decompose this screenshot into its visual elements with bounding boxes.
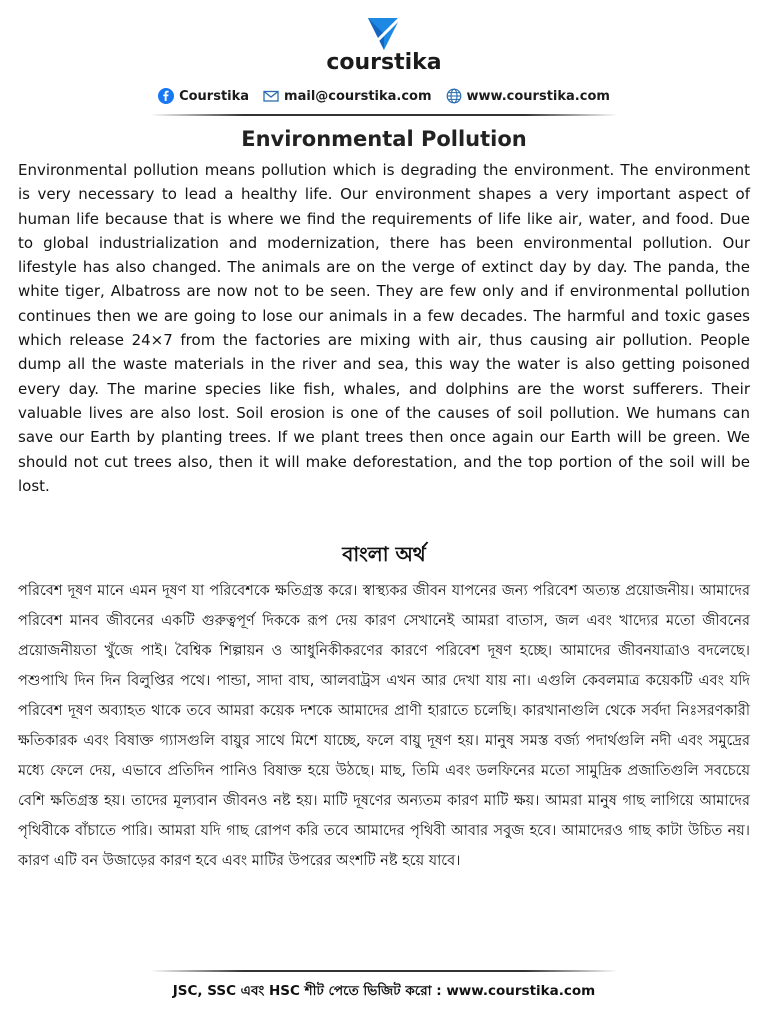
article-body: Environmental pollution means pollution which is degrading the environment. The environment is very necessary to lead a healthy life. Our environment shapes a very important aspect of human life because that is where we find the requirements of life like air, water, and food. Due to global industrialization and modernization, there has been environmental pollution. Our lifestyle has also changed. The animals are on the verge of extinct day by day. The panda, the white tiger, Albatross are now not to be seen. They are few only and if environmental pollution continues then we are going to lose our animals in a few decades. The harmful and toxic gases which release 24×7 from the factories are mixing with air, thus causing air pollution. People dump all the waste materials in the river and sea, this way the water is also getting poisoned every day. The marine species like fish, whales, and dolphins are the worst sufferers. Their valuable lives are also lost. Soil erosion is one of the causes of soil pollution. We humans can save our Earth by planting trees. If we plant trees then once again our Earth will be green. We should not cut trees also, then it will make deforestation, and the top portion of the soil will be lost.: [18, 161, 750, 495]
translation-body: পরিবেশ দূষণ মানে এমন দূষণ যা পরিবেশকে ক্ষতিগ্রস্ত করে। স্বাস্থ্যকর জীবন যাপনের জন্য পরিবেশ অত্যন্ত প্রয়োজনীয়। আমাদের পরিবেশ মানব জীবনের একটি গুরুত্বপূর্ণ দিককে রূপ দেয় কারণ সেখানেই আমরা বাতাস, জল এবং খাদ্যের মতো জীবনের প্রয়োজনীয়তা খুঁজে পাই। বৈশ্বিক শিল্পায়ন ও আধুনিকীকরণের কারণে পরিবেশ দূষণ হচ্ছে। আমাদের জীবনযাত্রাও বদলেছে। পশুপাখি দিন দিন বিলুপ্তির পথে। পান্ডা, সাদা বাঘ, আলবাট্রস এখন আর দেখা যায় না। এগুলি কেবলমাত্র কয়েকটি এবং যদি পরিবেশ দূষণ অব্যাহত থাকে তবে আমরা কয়েক দশকে আমাদের প্রাণী হারাতে চলেছি। কারখানাগুলি থেকে সর্বদা নিঃসরণকারী ক্ষতিকারক এবং বিষাক্ত গ্যাসগুলি বায়ুর সাথে মিশে যাচ্ছে, ফলে বায়ু দূষণ হয়। মানুষ সমস্ত বর্জ্য পদার্থগুলি নদী এবং সমুদ্রের মধ্যে ফেলে দেয়, এভাবে প্রতিদিন পানিও বিষাক্ত হয়ে উঠছে। মাছ, তিমি এবং ডলফিনের মতো সামুদ্রিক প্রজাতিগুলি সবচেয়ে বেশি ক্ষতিগ্রস্ত হয়। তাদের মূল্যবান জীবনও নষ্ট হয়। মাটি দূষণের অন্যতম কারণ মাটি ক্ষয়। আমরা মানুষ গাছ লাগিয়ে আমাদের পৃথিবীকে বাঁচাতে পারি। আমরা যদি গাছ রোপণ করি তবে আমাদের পৃথিবী আবার সবুজ হবে। আমাদেরও গাছ কাটা উচিত নয়। কারণ এটি বন উজাড়ের কারণ হবে এবং মাটির উপরের অংশটি নষ্ট হয়ে যাবে।: [18, 583, 750, 869]
website-label: www.courstika.com: [466, 88, 610, 104]
page-header: [0, 0, 768, 120]
brand-name: courstika: [326, 50, 442, 75]
email-label: mail@courstika.com: [284, 88, 432, 104]
facebook-label: Courstika: [179, 88, 250, 104]
email-contact[interactable]: [263, 88, 431, 104]
globe-icon: [446, 88, 462, 104]
facebook-icon: [158, 88, 174, 104]
article-title: Environmental Pollution: [241, 127, 527, 151]
facebook-contact[interactable]: [158, 88, 249, 104]
courstika-logo: [364, 14, 404, 54]
website-contact[interactable]: [446, 88, 610, 104]
mail-icon: [263, 88, 279, 104]
header-divider: [150, 114, 618, 116]
contact-bar: [0, 88, 768, 104]
footer-text: JSC, SSC এবং HSC শীট পেতে ভিজিট করো : www.courstika.com: [172, 983, 596, 999]
translation-title: বাংলা অর্থ: [342, 542, 426, 566]
footer-divider: [150, 970, 618, 972]
